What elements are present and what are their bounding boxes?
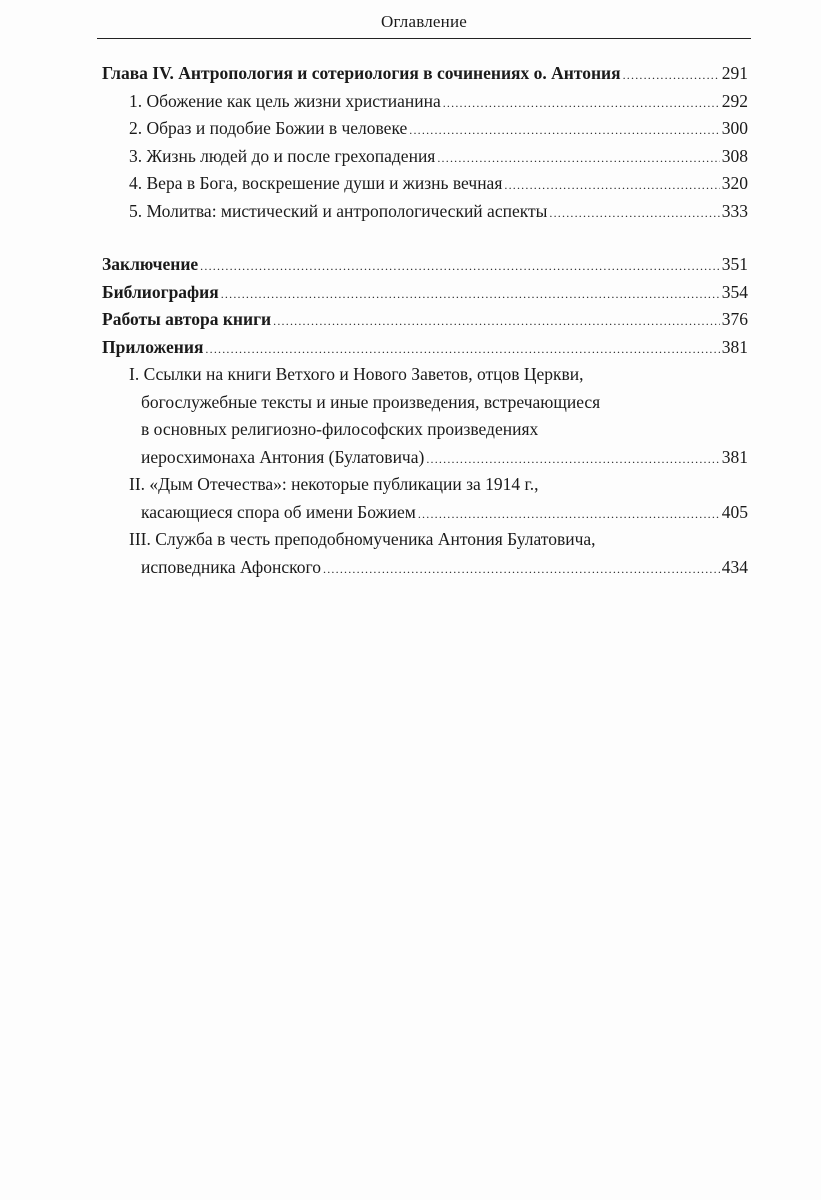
toc-entry-appendix-1[interactable] (102, 444, 748, 472)
toc-entry-page: 292 (721, 90, 748, 111)
toc-entry-title: Приложения (102, 336, 204, 357)
toc-entry-title: иеросхимонаха Антония (Булатовича) (141, 446, 425, 467)
toc-entry-section[interactable] (102, 143, 748, 171)
toc-entry-page: 381 (721, 336, 748, 357)
section-gap (102, 225, 748, 251)
dot-leader (504, 172, 719, 200)
dot-leader (426, 446, 719, 474)
toc-entry-appendices[interactable] (102, 334, 748, 362)
toc-entry-page: 434 (721, 556, 748, 577)
toc-entry-page: 308 (721, 145, 748, 166)
dot-leader (323, 556, 720, 584)
table-of-contents (102, 60, 748, 581)
toc-entry-appendix-3[interactable] (102, 554, 748, 582)
toc-entry-bibliography[interactable] (102, 279, 748, 307)
dot-leader (437, 145, 719, 173)
toc-entry-page: 405 (721, 501, 748, 522)
dot-leader (549, 200, 719, 228)
toc-entry-page: 351 (721, 254, 748, 274)
toc-entry-page: 376 (721, 309, 748, 329)
dot-leader (623, 62, 720, 90)
toc-entry-title: Библиография (102, 281, 219, 302)
toc-entry-title: исповедника Афонского (141, 556, 322, 577)
toc-entry-page: 354 (721, 281, 748, 302)
dot-leader (273, 308, 720, 336)
dot-leader (409, 117, 719, 145)
appendix-1-line: I. Ссылки на книги Ветхого и Нового Заветов, отцов Церкви, (129, 364, 584, 384)
toc-entry-section[interactable] (102, 115, 748, 143)
toc-entry-title: касающиеся спора об имени Божием (141, 501, 416, 522)
toc-entry-section[interactable] (102, 198, 748, 226)
toc-entry-title: Работы автора книги (102, 309, 272, 329)
running-head: Оглавление (381, 12, 467, 31)
toc-entry-chapter-4[interactable] (102, 60, 748, 88)
toc-entry-title: 5. Молитва: мистический и антропологический аспекты (129, 200, 548, 221)
toc-entry-page: 381 (721, 446, 748, 467)
toc-entry-title: 4. Вера в Бога, воскрешение души и жизнь вечная (129, 173, 503, 193)
appendix-2-line: II. «Дым Отечества»: некоторые публикации за 1914 г., (129, 474, 539, 494)
appendix-1-line: богослужебные тексты и иные произведения, встречающиеся (141, 391, 601, 412)
dot-leader (221, 281, 720, 309)
dot-leader (418, 501, 720, 529)
toc-entry-title: 1. Обожение как цель жизни христианина (129, 90, 441, 111)
toc-entry-appendix-2[interactable] (102, 499, 748, 527)
appendix-3-line: III. Служба в честь преподобномученика Антония Булатовича, (129, 529, 596, 549)
toc-entry-title: 2. Образ и подобие Божии в человеке (129, 118, 408, 138)
toc-entry-section[interactable] (102, 170, 748, 198)
toc-entry-section[interactable] (102, 88, 748, 116)
dot-leader (200, 253, 720, 281)
appendix-1-line: в основных религиозно-философских произведениях (141, 419, 539, 439)
toc-entry-page: 333 (721, 200, 748, 221)
toc-entry-page: 291 (721, 63, 748, 83)
toc-entry-title: Заключение (102, 254, 199, 274)
toc-entry-author-works[interactable] (102, 306, 748, 334)
toc-entry-title: 3. Жизнь людей до и после грехопадения (129, 145, 436, 166)
dot-leader (205, 336, 719, 364)
dot-leader (443, 90, 720, 118)
toc-entry-page: 320 (721, 173, 748, 193)
toc-entry-title: Глава IV. Антропология и сотериология в сочинениях о. Антония (102, 63, 621, 83)
header-rule (97, 38, 751, 39)
toc-entry-page: 300 (721, 118, 748, 138)
toc-entry-conclusion[interactable] (102, 251, 748, 279)
